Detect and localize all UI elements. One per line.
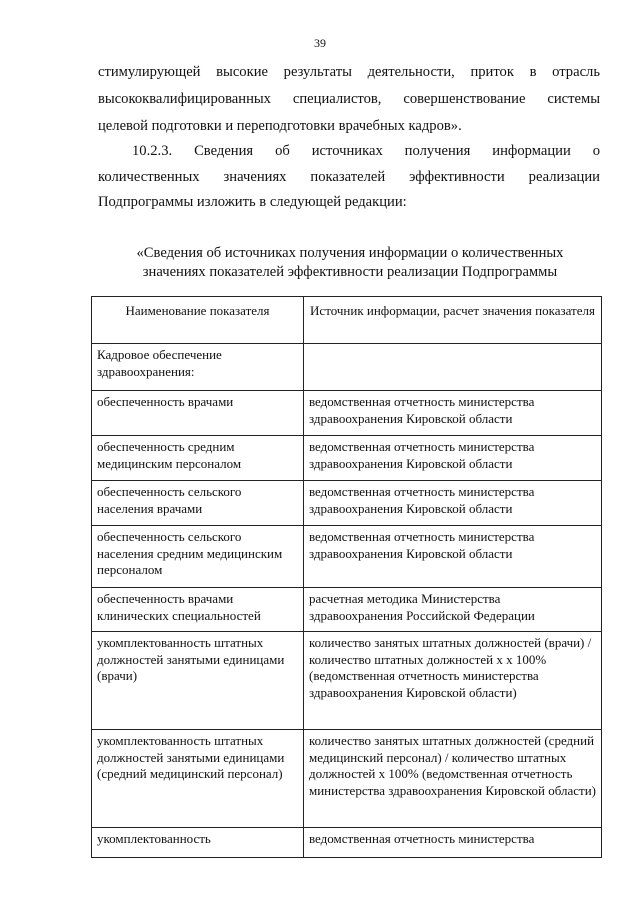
table-row xyxy=(92,391,602,436)
indicator-cell: обеспеченность сельского населения врачами xyxy=(92,481,304,526)
source-cell: количество занятых штатных должностей (врачи) / количество штатных должностей х х 100% (ведомственная отчетность министерства здравоохранения Кировской области) xyxy=(304,632,602,730)
table-row xyxy=(92,828,602,858)
indicator-cell: обеспеченность врачами клинических специальностей xyxy=(92,588,304,632)
paragraph-line: Подпрограммы изложить в следующей редакции: xyxy=(98,194,407,210)
table-row xyxy=(92,632,602,730)
source-cell: ведомственная отчетность министерства здравоохранения Кировской области xyxy=(304,481,602,526)
paragraph-line: количественных значениях показателей эффективности реализации xyxy=(98,169,600,185)
table-row xyxy=(92,344,602,391)
indicator-cell: укомплектованность штатных должностей занятыми единицами (врачи) xyxy=(92,632,304,730)
table-row xyxy=(92,588,602,632)
table-row xyxy=(92,730,602,828)
table-header-row xyxy=(92,297,602,344)
source-cell: ведомственная отчетность министерства здравоохранения Кировской области xyxy=(304,436,602,481)
page-number: 39 xyxy=(314,36,326,50)
source-cell: ведомственная отчетность министерства здравоохранения Кировской области xyxy=(304,526,602,588)
header-info-source: Источник информации, расчет значения показателя xyxy=(304,297,602,344)
source-cell: количество занятых штатных должностей (средний медицинский персонал) / количество штатных должностей х 100% (ведомственная отчетность министерства здравоохранения Кировской области) xyxy=(304,730,602,828)
table-title: «Сведения об источниках получения информации о количественных xyxy=(136,245,564,261)
indicator-cell: укомплектованность xyxy=(92,828,304,858)
table-row xyxy=(92,526,602,588)
indicator-cell: обеспеченность средним медицинским персоналом xyxy=(92,436,304,481)
source-cell: расчетная методика Министерства здравоохранения Российской Федерации xyxy=(304,588,602,632)
indicators-table xyxy=(91,296,602,858)
table-title: значениях показателей эффективности реализации Подпрограммы xyxy=(142,264,558,280)
indicator-cell: обеспеченность сельского населения средним медицинским персоналом xyxy=(92,526,304,588)
paragraph-line: стимулирующей высокие результаты деятельности, приток в отрасль xyxy=(98,64,600,80)
table-row xyxy=(92,436,602,481)
paragraph-line: высококвалифицированных специалистов, совершенствование системы xyxy=(98,91,600,107)
paragraph-line: целевой подготовки и переподготовки врачебных кадров». xyxy=(98,118,462,134)
paragraph-line: 10.2.3. Сведения об источниках получения информации о xyxy=(132,143,600,159)
source-cell: ведомственная отчетность министерства здравоохранения Кировской области xyxy=(304,391,602,436)
header-indicator-name: Наименование показателя xyxy=(92,297,304,344)
indicator-cell: обеспеченность врачами xyxy=(92,391,304,436)
table-row xyxy=(92,481,602,526)
indicator-cell: укомплектованность штатных должностей занятыми единицами (средний медицинский персонал) xyxy=(92,730,304,828)
indicator-cell: Кадровое обеспечение здравоохранения: xyxy=(92,344,304,391)
source-cell xyxy=(304,344,602,391)
source-cell: ведомственная отчетность министерства xyxy=(304,828,602,858)
